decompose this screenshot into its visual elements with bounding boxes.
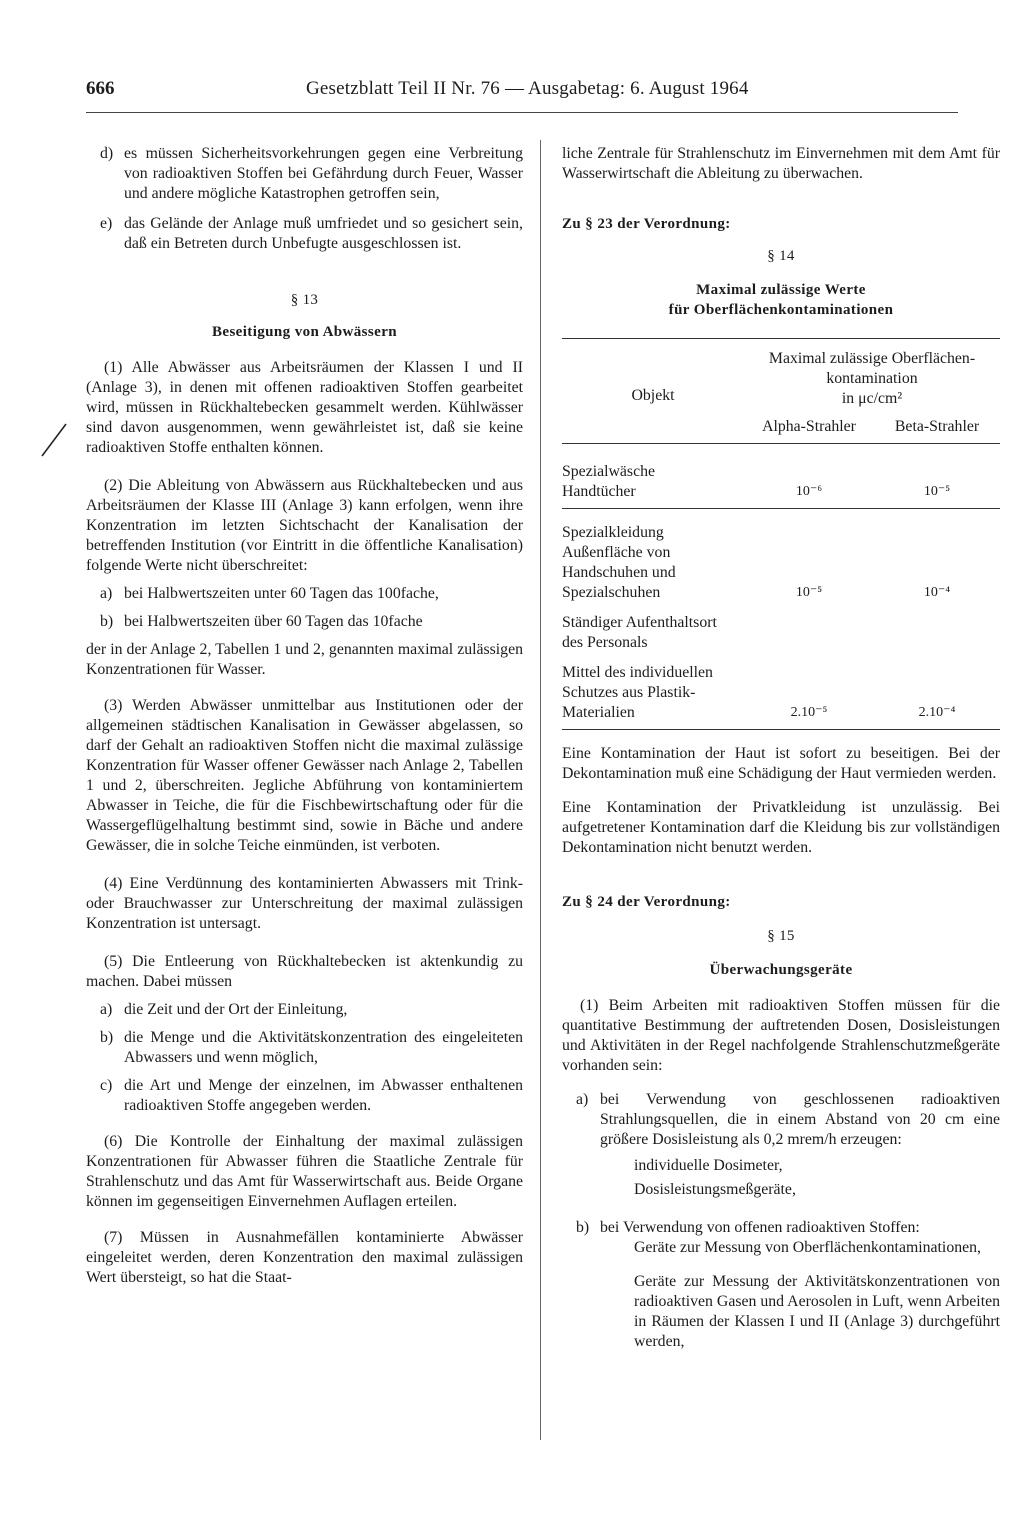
list-item-5a: a) die Zeit und der Ort der Einleitung,	[100, 1001, 348, 1018]
alpha-value: 10⁻⁶	[795, 484, 823, 499]
paragraph-13-7-continued: liche Zentrale für Strahlenschutz im Einvernehmen mit dem Amt für Wasserwirtschaft die Ableitung zu überwachen.	[562, 145, 1000, 182]
beta-value	[874, 603, 1000, 653]
list-item-5c: c) die Art und Menge der einzelnen, im Abwasser enthaltenen radioaktiven Stoffe angegeben werden.	[100, 1077, 523, 1114]
paragraph-13-1: (1) Alle Abwässer aus Arbeitsräumen der Klassen I und II (Anlage 3), in denen mit offenen radioaktiven Stoffen gearbeitet wird, müssen in Rückhaltebecken gesammelt werden. Kühlwässer sind davon ausgenommen, wenn gewährleistet ist, daß sie keine radioaktiven Stoffe enthalten können.	[86, 359, 523, 456]
paragraph-15-1: (1) Beim Arbeiten mit radioaktiven Stoffen müssen für die quantitative Bestimmung der auftretenden Dosen, Dosisleistungen und Aktivitäten in der Regel nachfolgende Strahlenschutzmeßgeräte vorhanden sein:	[562, 997, 1000, 1074]
section-14-title-line1: Maximal zulässige Werte	[696, 282, 866, 298]
list-item-2b: b) bei Halbwertszeiten über 60 Tagen das 10fache	[100, 613, 423, 630]
right-column	[562, 140, 1000, 1352]
paragraph-13-2-tail: der in der Anlage 2, Tabellen 1 und 2, genannten maximal zulässigen Konzentrationen für Wasser.	[86, 641, 523, 678]
reference-zu-23: Zu § 23 der Verordnung:	[562, 216, 731, 232]
section-15-title: Überwachungsgeräte	[709, 962, 853, 978]
paragraph-clothing-contamination: Eine Kontamination der Privatkleidung ist unzulässig. Bei aufgetretener Kontamination darf die Kleidung bis zur vollständigen Dekontamination nicht benutzt werden.	[562, 799, 1000, 856]
paragraph-13-3: (3) Werden Abwässer unmittelbar aus Institutionen oder der allgemeinen städtischen Kanalisation in Gewässer abgelassen, so darf der Gehalt an radioaktiven Stoffen nicht die maximal zulässige Konzentration für Wasser offener Gewässer nach Anlage 2, Tabellen 1 und 2, überschreiten. Jegliche Abführung von kontaminiertem Abwasser in Teiche, die für die Fischbewirtschaftung oder für die Wassergeflügelhaltung bestimmt sind, sowie in Bäche und andere Gewässer, die in solche Teiche einmünden, ist verboten.	[86, 697, 523, 854]
list-item-5b: b) die Menge und die Aktivitätskonzentration des eingeleiteten Abwassers und wenn möglich,	[100, 1029, 523, 1066]
page-header-title: Gesetzblatt Teil II Nr. 76 — Ausgabetag: 6. August 1964	[306, 78, 749, 99]
paragraph-13-6: (6) Die Kontrolle der Einhaltung der maximal zulässigen Konzentrationen für Abwasser führen die Staatliche Zentrale für Strahlenschutz und das Amt für Wasserwirtschaft aus. Beide Organe können im gegenseitigen Einvernehmen Auflagen erteilen.	[86, 1133, 523, 1210]
list-item-15a: a) bei Verwendung von geschlossenen radioaktiven Strahlungsquellen, die in einem Abstand von 20 cm eine größere Dosisleistung als 0,2 mrem/h erzeugen:	[576, 1091, 1000, 1148]
left-column	[86, 140, 523, 1288]
table-header-alpha: Alpha-Strahler	[762, 418, 856, 435]
device-individual-dosimeter: individuelle Dosimeter,	[634, 1157, 783, 1174]
beta-value: 2.10⁻⁴	[918, 705, 956, 720]
table-row: Spezialkleidung Außenfläche von Handschuhen und Spezialschuhen 10⁻⁵ 10⁻⁴	[562, 509, 1000, 604]
device-activity-concentration: Geräte zur Messung der Aktivitätskonzentrationen von radioaktiven Gasen und Aerosolen in Luft, wenn Arbeiten in Räumen der Klassen I und II (Anlage 3) durchgeführt werden,	[634, 1273, 1000, 1350]
table-row: Ständiger Aufenthaltsort des Personals	[562, 603, 1000, 653]
section-13-heading: § 13	[290, 292, 319, 308]
table-header-group: Maximal zulässige Oberflächen- kontamination in μc/cm²	[768, 350, 976, 407]
section-14-heading: § 14	[767, 248, 795, 264]
paragraph-skin-contamination: Eine Kontamination der Haut ist sofort zu beseitigen. Bei der Dekontamination muß eine Schädigung der Haut vermieden werden.	[562, 745, 1000, 782]
paragraph-13-4: (4) Eine Verdünnung des kontaminierten Abwassers mit Trink- oder Brauchwasser zur Unterschreitung der maximal zulässigen Konzentration ist untersagt.	[86, 875, 523, 932]
device-dose-rate-meter: Dosisleistungsmeßgeräte,	[634, 1181, 796, 1198]
header-rule	[86, 112, 958, 113]
table-header-objekt: Objekt	[631, 387, 675, 404]
alpha-value	[744, 603, 874, 653]
list-item-e: e) das Gelände der Anlage muß umfriedet und so gesichert sein, daß ein Betreten durch Unbefugte ausgeschlossen ist.	[100, 215, 523, 252]
column-divider	[540, 140, 541, 1440]
beta-value: 10⁻⁴	[923, 585, 951, 600]
paragraph-13-5: (5) Die Entleerung von Rückhaltebecken ist aktenkundig zu machen. Dabei müssen	[86, 953, 523, 990]
alpha-value: 2.10⁻⁵	[790, 705, 828, 720]
list-item-2a: a) bei Halbwertszeiten unter 60 Tagen das 100fache,	[100, 585, 439, 602]
paragraph-13-2: (2) Die Ableitung von Abwässern aus Rückhaltebecken und aus Arbeitsräumen der Klasse III (Anlage 3) kann erfolgen, wenn ihre Konzentration im letzten Sichtschacht der Kanalisation der betreffenden Institution (vor Eintritt in die öffentliche Kanalisation) folgende Werte nicht überschreitet:	[86, 477, 523, 574]
table-header-beta: Beta-Strahler	[894, 418, 980, 435]
section-13-title: Beseitigung von Abwässern	[211, 324, 398, 340]
table-row: Spezialwäsche Handtücher 10⁻⁶ 10⁻⁵	[562, 444, 1000, 509]
section-14-title-line2: für Oberflächenkontaminationen	[668, 302, 894, 318]
contamination-table	[562, 338, 1000, 730]
alpha-value: 10⁻⁵	[795, 585, 823, 600]
page-number: 666	[86, 78, 115, 99]
section-15-heading: § 15	[767, 928, 795, 944]
margin-pencil-mark	[36, 420, 72, 460]
reference-zu-24: Zu § 24 der Verordnung:	[562, 894, 731, 910]
table-row: Mittel des individuellen Schutzes aus Plastik-Materialien 2.10⁻⁵ 2.10⁻⁴	[562, 653, 1000, 730]
beta-value: 10⁻⁵	[923, 484, 951, 499]
list-item-d: d) es müssen Sicherheitsvorkehrungen gegen eine Verbreitung von radioaktiven Stoffen bei Gefährdung durch Feuer, Wasser und andere mögliche Katastrophen getroffen sein,	[100, 145, 523, 202]
paragraph-13-7: (7) Müssen in Ausnahmefällen kontaminierte Abwässer eingeleitet werden, deren Konzentration den maximal zulässigen Wert übersteigt, so hat die Staat-	[86, 1229, 523, 1286]
device-surface-contamination: Geräte zur Messung von Oberflächenkontaminationen,	[634, 1239, 981, 1256]
list-item-15b: b) bei Verwendung von offenen radioaktiven Stoffen:	[576, 1219, 920, 1236]
